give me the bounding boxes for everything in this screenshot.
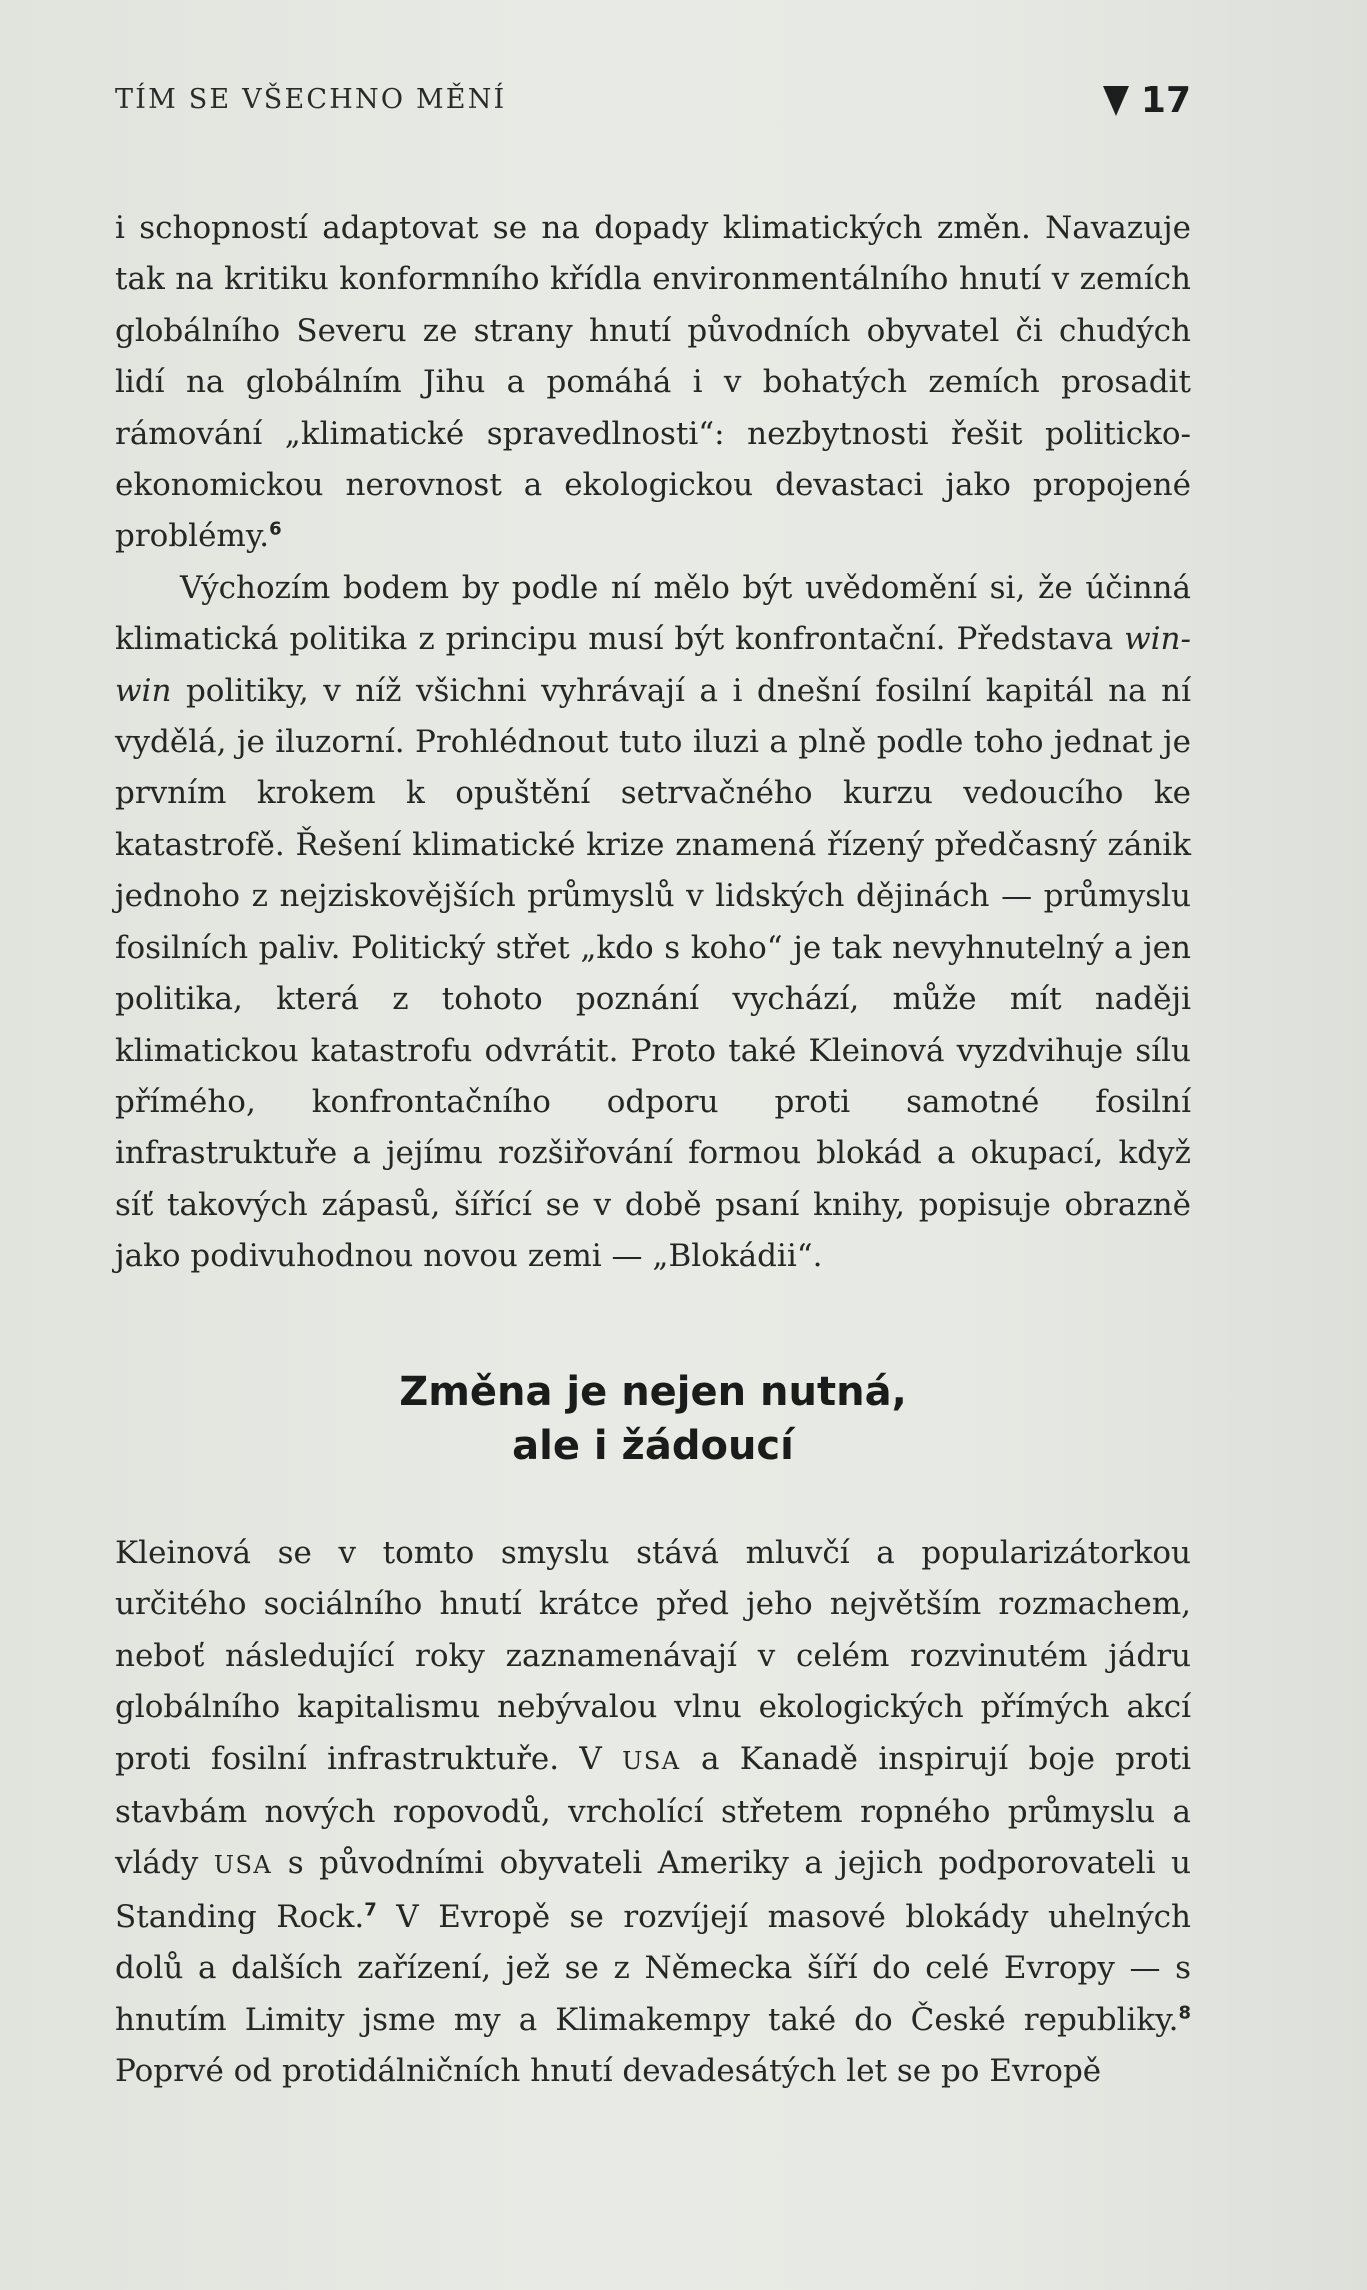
abbreviation: USA: [213, 1851, 273, 1880]
footnote-ref: 7: [364, 1899, 377, 1921]
page-number-group: [1103, 80, 1191, 121]
body-text-section-1: [115, 203, 1191, 1283]
paragraph: [115, 203, 1191, 563]
paragraph-text: Výchozím bodem by podle ní mělo být uvědomění si, že účinná klimatická politika z principu musí být konfrontační. Představa: [115, 569, 1191, 658]
footnote-ref: 8: [1178, 2002, 1191, 2024]
page-number: 17: [1140, 80, 1191, 121]
running-head: TÍM SE VŠECHNO MĚNÍ: [115, 84, 507, 115]
triangle-marker-icon: [1103, 86, 1129, 116]
abbreviation: USA: [622, 1746, 681, 1775]
paragraph-text: s původními obyvateli Ameriky a jejich podporovateli u Standing Rock.: [115, 1845, 1191, 1935]
section-heading: [115, 1365, 1191, 1473]
paragraph-text: i schopností adaptovat se na dopady klimatických změn. Navazuje tak na kritiku konformního křídla environmentálního hnutí v zemích globálního Severu ze strany hnutí původních obyvatel či chudých lidí na globálním Jihu a pomáhá i v bohatých zemích prosadit rámování „klimatické spravedlnosti“: nezbytnosti řešit politicko-ekonomickou nerovnost a ekologickou devastaci jako propojené problémy.: [115, 210, 1191, 555]
paragraph: [115, 563, 1191, 1283]
paragraph-text: Kleinová se v tomto smyslu stává mluvčí a popularizátorkou určitého sociálního hnutí krátce před jeho největším rozmachem, neboť následující roky zaznamenávají v celém rozvinutém jádru globálního kapitalismu nebývalou vlnu ekologických přímých akcí proti fosilní infrastruktuře. V: [115, 1535, 1191, 1777]
paragraph-text: a Kanadě inspirují boje proti stavbám nových ropovodů, vrcholící střetem ropného průmyslu a vlády: [115, 1740, 1191, 1882]
footnote-ref: 6: [269, 519, 282, 541]
page-header: [115, 80, 1191, 120]
paragraph: [115, 1528, 1191, 2097]
section-heading-line: ale i žádoucí: [512, 1423, 794, 1469]
body-text-section-2: [115, 1528, 1191, 2097]
paragraph-text: V Evropě se rozvíjejí masové blokády uhelných dolů a dalších zařízení, jež se z Německa šíří do celé Evropy — s hnutím Limity jsme my a Klimakempy také do České republiky.: [115, 1898, 1191, 2038]
paragraph-text: politiky, v níž všichni vyhrávají a i dnešní fosilní kapitál na ní vydělá, je iluzorní. Prohlédnout tuto iluzi a plně podle toho jednat je prvním krokem k opuštění setrvačného kurzu vedoucího ke katastrofě. Řešení klimatické krize znamená řízený předčasný zánik jednoho z nejziskovějších průmyslů v lidských dějinách — průmyslu fosilních paliv. Politický střet „kdo s koho“ je tak nevyhnutelný a jen politika, která z tohoto poznání vychází, může mít naději klimatickou katastrofu odvrátit. Proto také Kleinová vyzdvihuje sílu přímého, konfrontačního odporu proti samotné fosilní infrastruktuře a jejímu rozšiřování formou blokád a okupací, když síť takových zápasů, šířící se v době psaní knihy, popisuje obrazně jako podivuhodnou novou zemi — „Blokádii“.: [115, 672, 1191, 1275]
section-heading-line: Změna je nejen nutná,: [399, 1369, 907, 1415]
emphasis: win-win: [115, 621, 1191, 709]
paragraph-text: Poprvé od protidálničních hnutí devadesátých let se po Evropě: [115, 2053, 1102, 2090]
